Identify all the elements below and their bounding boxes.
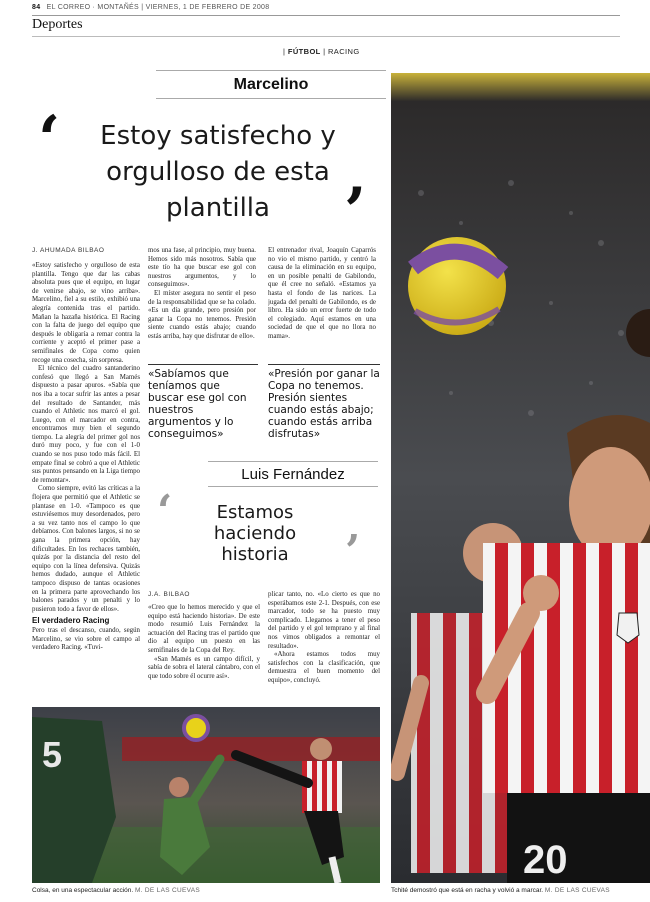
open-quote-icon-1: ‘ xyxy=(38,102,61,177)
caption-text: Tchité demostró que está en racha y volvió a marcar. xyxy=(391,887,544,894)
bottom-photo-caption xyxy=(32,887,382,894)
headline-quote-2: Estamos haciendo historia xyxy=(213,502,297,565)
pull-quote-2: «Presión por ganar la Copa no tenemos. Presión sientes cuando estás abajo; cuando estás arriba disfrutas» xyxy=(268,364,380,440)
header-action-image xyxy=(391,73,650,883)
paragraph: «Estoy satisfecho y orgulloso de esta plantilla. Tengo que dar las cabas absoluta pues que el equipo, en lugar de venirse abajo, se vino arriba». Marcelino, fiel a su estilo, exhibió una alegría contenida tras el partido. Mañan la hazaña histórica. El Racing con la falta de juego del equipo que después le obligaría a remar contra la corriente y aceptó el primer pase a semifinales de Copa como quien recoge una cosecha, sin sorpresa. xyxy=(32,262,140,364)
jersey-number: 5 xyxy=(42,734,63,775)
paragraph: «San Mamés es un campo difícil, y sabía de sobra el lateral cántabro, con el que todo sobre él ocurre así». xyxy=(148,655,260,680)
caption-text: Colsa, en una espectacular acción. xyxy=(32,887,134,894)
kicker: | FÚTBOL | RACING xyxy=(283,47,360,56)
paragraph: «Creo que lo hemos merecido y que el equipo está haciendo historia». De este modo resumió Luis Fernández la actuación del Racing tras el partido que dio al equipo un puesto en las semifinales de la Copa del Rey. xyxy=(148,604,260,654)
masthead-text: EL CORREO · MONTAÑÉS | VIERNES, 1 DE FEBRERO DE 2008 xyxy=(46,4,270,11)
interviewee-name-2: Luis Fernández xyxy=(208,461,378,487)
paragraph: El técnico del cuadro santanderino confesó que llegó a San Mamés dispuesto a pasar apuros. «Sabía que nos iba a tocar sufrir las antes a pesar del resultado de Santander, más cuando el Athletic nos marcó el gol. Luego, con el marcador en contra, encontramos muy bien el segundo tiempo. La alegría del primer gol nos duró muy poco, y fue con el 1-0 cuando se nos puso todo más fácil. El empate final se cobró a que el Athletic sus puntos pensando en la Liga tiempo de remontar». xyxy=(32,365,140,484)
byline-1: J. AHUMADA BILBAO xyxy=(32,247,105,254)
subheading: El verdadero Racing xyxy=(32,616,110,626)
byline-2: J.A. BILBAO xyxy=(148,591,190,598)
section-title: Deportes xyxy=(32,17,83,32)
section-divider xyxy=(32,36,620,37)
paragraph: plicar tanto, no. «Lo cierto es que no esperábamos este 2-1. Después, con ese marcador, todo se ha puesto muy complicado. Llegamos a tener el peso del partido y el gol temprano y al final nos vimos obligados a remontar el resultado». xyxy=(268,591,380,650)
article-column-4 xyxy=(148,604,260,700)
article-column-5 xyxy=(268,591,380,700)
masthead xyxy=(32,4,620,16)
paragraph: Pero tras el descanso, cuando, según Marcelino, se vio sobre el campo al verdadero Racing. «Tuvi- xyxy=(32,626,140,652)
football-action-image xyxy=(32,707,380,883)
paragraph: El entrenador rival, Joaquín Caparrós no vio el mismo partido, y centró la causa de la eliminación en su equipo, en un posible penalti de Gabilondo, que él cree no señaló. «Estamos ya hasta el fondo de las narices. La jugada del penalti de Gabilondo, es de libro. Ha sido un error fuerte de todo el colegiado. Aquí estamos en una sociedad de que el que no llora no mama». xyxy=(268,247,376,340)
kicker-sub: RACING xyxy=(327,47,360,56)
article-column-2 xyxy=(148,247,256,359)
photo-credit: M. DE LAS CUEVAS xyxy=(544,887,610,894)
paragraph: «Ahora estamos todos muy satisfechos con la clasificación, que demuestra el buen momento del equipo», concluyó. xyxy=(268,651,380,684)
photo-credit: M. DE LAS CUEVAS xyxy=(135,887,201,894)
kicker-main: FÚTBOL xyxy=(287,47,321,56)
open-quote-icon-2: ‘ xyxy=(157,486,173,537)
headline-quote-1: Estoy satisfecho y orgulloso de esta plantilla xyxy=(100,121,336,223)
close-quote-icon-1: ’ xyxy=(344,174,367,249)
jersey-number: 20 xyxy=(523,838,568,882)
page-number: 84 xyxy=(32,4,41,11)
article-column-1 xyxy=(32,262,140,712)
right-photo xyxy=(391,73,650,883)
paragraph: Como siempre, evitó las críticas a la flojera que permitió que el Athletic se plantase en 1-0. «Tampoco es que estuviésemos muy desordenados, pero a su vez tanto nos el campo lo que debíamos. Con balones largos, si no se gana la primera opción, hay dificultades. En los rechaces también, quizás por la distancia del resto del equipo con la línea defensiva. Quizás hemos dudado, aunque el Athletic tampoco dispuso de tantas ocasiones en la primera parte aprovechando los balones parados y un penalti y lo pusieron todo a favor de ellos». xyxy=(32,485,140,613)
bottom-photo xyxy=(32,707,380,883)
close-quote-icon-2: ’ xyxy=(345,526,361,577)
paragraph: mos una fase, al principio, muy buena. Hemos sido más nosotros. Sabía que este tío ha que buscar ese gol con nuestros argumentos, y lo conseguimos». xyxy=(148,247,256,289)
paragraph: El míster asegura no sentir el peso de la responsabilidad que se ha colado. «Es un día grande, pero presión por ganar la Copa no tenemos. Presión siente cuando estás abajo; cuando estás arriba, hay que disfrutar de ello». xyxy=(148,289,256,340)
article-column-3 xyxy=(268,247,376,359)
pull-quote-1: «Sabíamos que teníamos que buscar ese gol con nuestros argumentos y lo conseguimos» xyxy=(148,364,258,440)
right-photo-caption xyxy=(391,887,650,894)
interviewee-name-1: Marcelino xyxy=(156,70,386,99)
